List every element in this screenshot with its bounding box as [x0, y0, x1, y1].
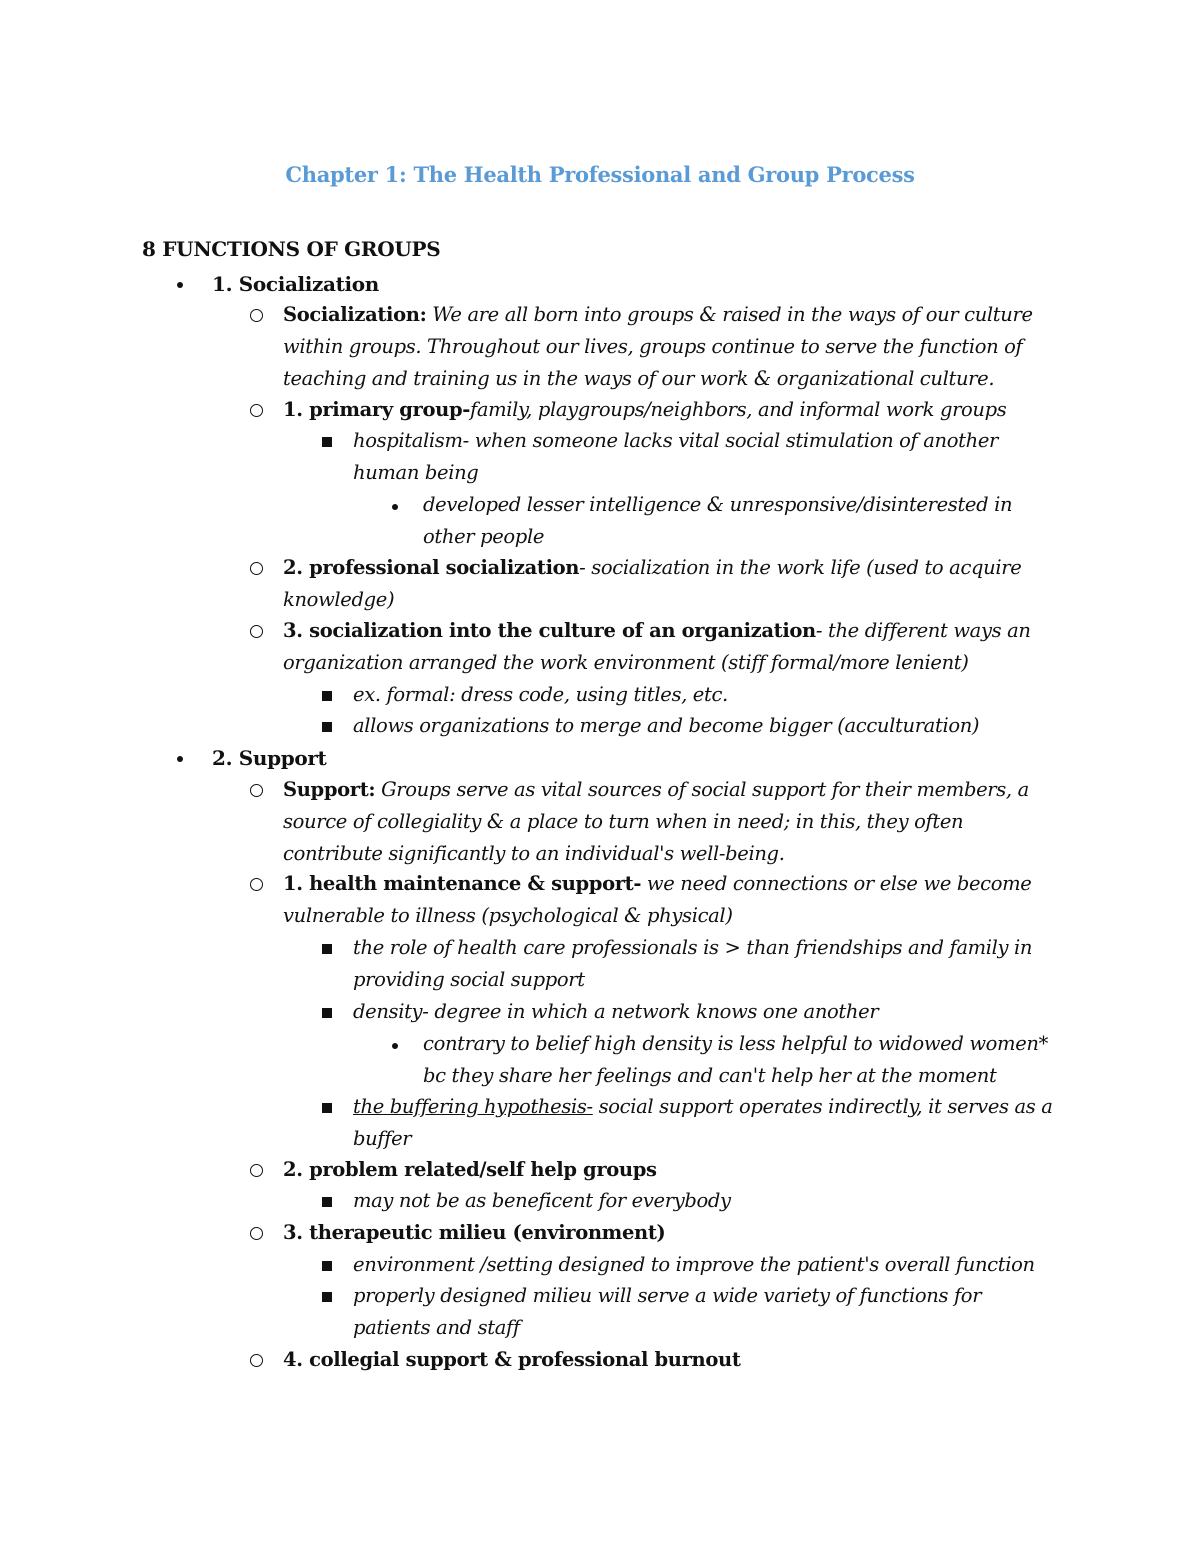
acculturation-item: allows organizations to merge and become bigger (acculturation) [353, 714, 980, 737]
def-line: contribute significantly to an individual's well-being. [283, 842, 785, 865]
developed-item: developed lesser intelligence & unresponsive/disinterested in [423, 493, 1013, 516]
circle-marker [250, 1227, 263, 1240]
list-item-socialization: 1. Socialization [212, 272, 379, 296]
buffering-term: the buffering hypothesis- [353, 1095, 593, 1118]
circle-marker [250, 784, 263, 797]
collegial-support-item: 4. collegial support & professional burnout [283, 1348, 741, 1371]
buffering-item [353, 1091, 1053, 1123]
item-text: - socialization in the work life (used to acquire [579, 556, 1022, 579]
square-marker [322, 944, 332, 954]
def-text: We are all born into groups & raised in the ways of our culture [432, 303, 1033, 326]
circle-marker [250, 625, 263, 638]
item-text: - the different ways an [815, 619, 1031, 642]
culture-socialization-item [283, 615, 1031, 647]
therapeutic-milieu-item: 3. therapeutic milieu (environment) [283, 1221, 666, 1244]
hospitalism-item: hospitalism- when someone lacks vital social stimulation of another [353, 429, 998, 452]
def-line: teaching and training us in the ways of our work & organizational culture. [283, 367, 995, 390]
item-text: social support operates indirectly, it serves as a [592, 1095, 1053, 1118]
square-marker [322, 1197, 332, 1207]
square-marker [322, 1292, 332, 1302]
primary-group-item [283, 394, 1006, 426]
circle-marker [250, 562, 263, 575]
page-title: Chapter 1: The Health Professional and Group Process [285, 162, 915, 187]
section-heading: 8 FUNCTIONS OF GROUPS [142, 237, 441, 261]
circle-marker [250, 878, 263, 891]
item-text: family, playgroups/neighbors, and informal work groups [470, 398, 1007, 421]
bullet-marker [392, 504, 398, 510]
item-line: knowledge) [283, 588, 395, 611]
support-definition [283, 774, 1029, 806]
item-line: providing social support [353, 968, 585, 991]
environment-item: environment /setting designed to improve the patient's overall function [353, 1253, 1035, 1276]
def-label: Socialization: [283, 303, 427, 326]
role-item: the role of health care professionals is > than friendships and family in [353, 936, 1033, 959]
item-label: 3. socialization into the culture of an organization [283, 619, 816, 642]
item-line: other people [423, 525, 545, 548]
def-label: Support: [283, 778, 376, 801]
circle-marker [250, 1354, 263, 1367]
item-label: 2. professional socialization [283, 556, 580, 579]
milieu-item: properly designed milieu will serve a wide variety of functions for [353, 1284, 982, 1307]
square-marker [322, 437, 332, 447]
item-line: buffer [353, 1127, 412, 1150]
list-item-support: 2. Support [212, 746, 327, 770]
item-text: we need connections or else we become [641, 872, 1032, 895]
square-marker [322, 1261, 332, 1271]
square-marker [322, 1008, 332, 1018]
item-line: bc they share her feelings and can't help her at the moment [423, 1064, 997, 1087]
square-marker [322, 1103, 332, 1113]
bullet-marker [392, 1043, 398, 1049]
def-line: within groups. Throughout our lives, groups continue to serve the function of [283, 335, 1023, 358]
square-marker [322, 722, 332, 732]
circle-marker [250, 1164, 263, 1177]
contrary-item: contrary to belief high density is less helpful to widowed women* [423, 1032, 1048, 1055]
item-line: organization arranged the work environment (stiff formal/more lenient) [283, 651, 969, 674]
bullet-marker [177, 282, 183, 288]
item-line: human being [353, 461, 479, 484]
problem-related-item: 2. problem related/self help groups [283, 1158, 657, 1181]
item-label: 1. primary group- [283, 398, 470, 421]
bullet-marker [177, 756, 183, 762]
density-item: density- degree in which a network knows one another [353, 1000, 879, 1023]
socialization-definition [283, 299, 1033, 331]
item-line: patients and staff [353, 1316, 520, 1339]
square-marker [322, 691, 332, 701]
beneficent-item: may not be as beneficent for everybody [353, 1189, 731, 1212]
circle-marker [250, 404, 263, 417]
item-line: vulnerable to illness (psychological & physical) [283, 904, 733, 927]
def-line: source of collegiality & a place to turn when in need; in this, they often [283, 810, 964, 833]
example-item: ex. formal: dress code, using titles, etc. [353, 683, 728, 706]
def-text: Groups serve as vital sources of social support for their members, a [381, 778, 1029, 801]
professional-socialization-item [283, 552, 1021, 584]
circle-marker [250, 309, 263, 322]
item-label: 1. health maintenance & support- [283, 872, 642, 895]
health-maintenance-item [283, 868, 1031, 900]
